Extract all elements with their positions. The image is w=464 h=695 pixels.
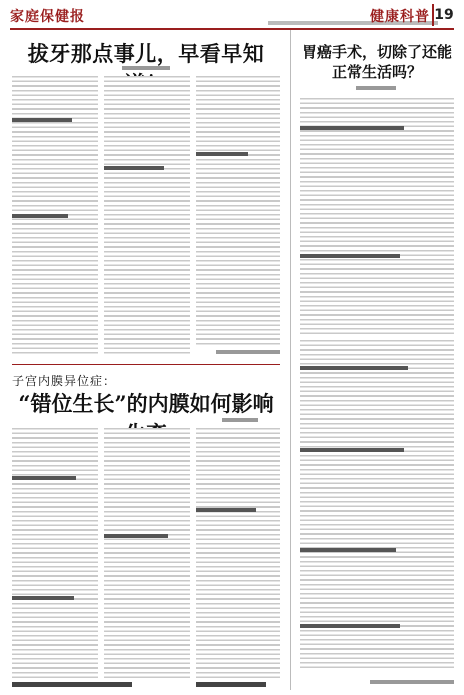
right-article-subhead bbox=[300, 126, 404, 130]
second-article-subhead bbox=[196, 508, 256, 512]
footer-headline bbox=[12, 682, 132, 687]
second-article-byline bbox=[222, 418, 258, 422]
right-article-subhead bbox=[300, 548, 396, 552]
right-article-byline bbox=[356, 86, 396, 90]
main-article-subhead bbox=[12, 118, 72, 122]
second-article-subhead bbox=[12, 476, 76, 480]
second-article-column-1 bbox=[12, 428, 98, 678]
right-article-author-credit bbox=[370, 680, 454, 684]
second-article-column-2 bbox=[104, 428, 190, 678]
main-article-byline bbox=[122, 66, 170, 70]
second-article-subhead bbox=[12, 596, 74, 600]
main-article-column-3 bbox=[196, 76, 280, 346]
second-article-headline: “错位生长”的内膜如何影响 bbox=[18, 391, 274, 416]
main-article-headline: 拔牙那点事儿，早看早知 bbox=[27, 41, 265, 66]
footer-credit bbox=[196, 682, 266, 687]
right-article-subhead bbox=[300, 624, 400, 628]
page-section-title: 健康科普 bbox=[370, 9, 430, 25]
right-article-body-2 bbox=[300, 340, 454, 670]
main-article-author-credit bbox=[216, 350, 280, 354]
second-article-column-3 bbox=[196, 428, 280, 678]
page-number: 19 bbox=[432, 4, 454, 26]
main-article-column-2 bbox=[104, 76, 190, 356]
right-article-subhead bbox=[300, 254, 400, 258]
right-article-headline: 胃癌手术，切除了还能正常生活吗？ bbox=[301, 43, 452, 81]
section-name: 家庭保健报 bbox=[10, 9, 85, 25]
right-article-subhead bbox=[300, 366, 408, 370]
second-article-subhead bbox=[104, 534, 168, 538]
right-article-body-1 bbox=[300, 98, 454, 334]
section-divider bbox=[12, 364, 280, 365]
main-article-subhead bbox=[12, 214, 68, 218]
masthead bbox=[10, 4, 454, 30]
masthead-rule bbox=[10, 28, 454, 30]
main-article-subhead bbox=[104, 166, 164, 170]
column-divider bbox=[290, 30, 291, 690]
second-article-kicker: 子宫内膜异位症： bbox=[12, 374, 117, 388]
main-article-subhead bbox=[196, 152, 248, 156]
right-article-subhead bbox=[300, 448, 404, 452]
